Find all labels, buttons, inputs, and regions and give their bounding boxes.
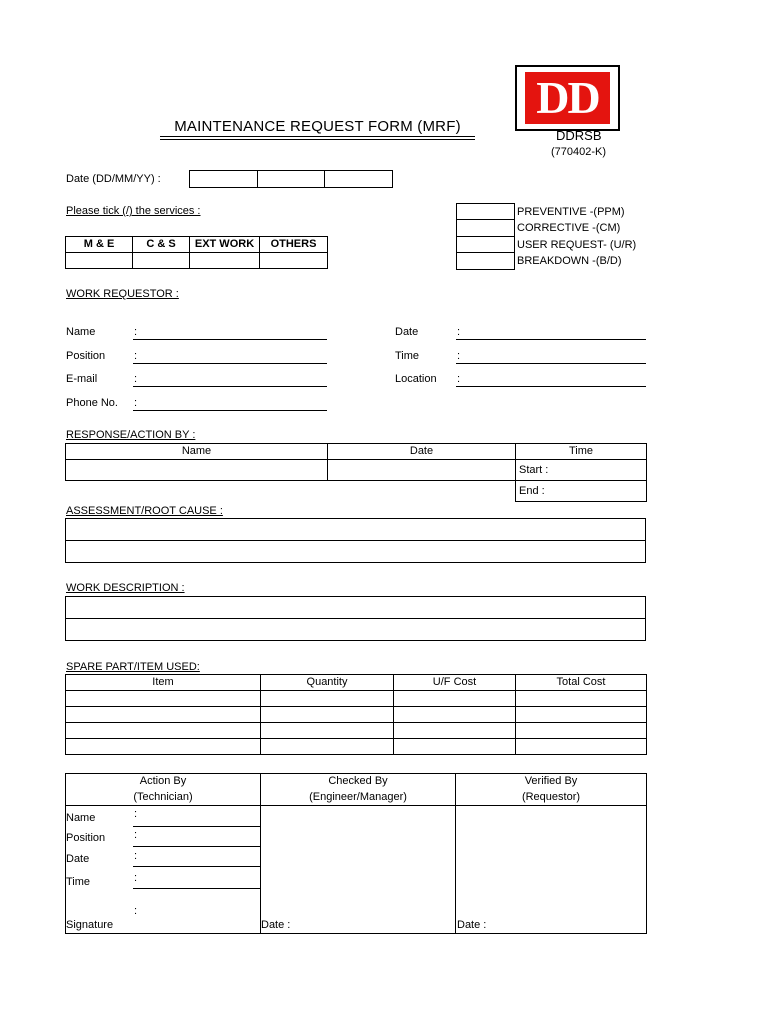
requestor-heading: WORK REQUESTOR : bbox=[66, 288, 179, 300]
form-title: MAINTENANCE REQUEST FORM (MRF) bbox=[174, 118, 461, 135]
spare-header-item: Item bbox=[66, 675, 261, 691]
signoff-position-label: Position bbox=[66, 832, 106, 844]
type-label-ur: USER REQUEST- (U/R) bbox=[517, 239, 637, 251]
signoff-sub-technician: (Technician) bbox=[66, 790, 261, 806]
signoff-engineer-date-label: Date : bbox=[261, 919, 291, 931]
type-tick-cm[interactable] bbox=[457, 220, 515, 237]
signoff-name-label: Name bbox=[66, 812, 96, 824]
signoff-requestor-date-label: Date : bbox=[457, 919, 487, 931]
signoff-signature-label: Signature bbox=[66, 919, 114, 931]
requestor-name-label: Name bbox=[66, 326, 96, 338]
signoff-engineer-block[interactable] bbox=[261, 806, 456, 934]
spare-quantity-cell[interactable] bbox=[261, 739, 394, 755]
signoff-signature-colon: : bbox=[134, 905, 138, 917]
spare-header-total-cost: Total Cost bbox=[516, 675, 647, 691]
date-month-field[interactable] bbox=[257, 171, 325, 188]
type-tick-ur[interactable] bbox=[457, 237, 515, 253]
spare-heading: SPARE PART/ITEM USED: bbox=[66, 661, 200, 673]
assessment-line-1[interactable] bbox=[66, 519, 646, 541]
work-description-table bbox=[65, 596, 646, 641]
response-header-time: Time bbox=[516, 444, 647, 460]
requestor-name-field[interactable] bbox=[133, 339, 327, 340]
requestor-position-label: Position bbox=[66, 350, 106, 362]
spare-header-uf-cost: U/F Cost bbox=[394, 675, 516, 691]
assessment-heading: ASSESSMENT/ROOT CAUSE : bbox=[66, 505, 223, 517]
date-day-field[interactable] bbox=[190, 171, 258, 188]
requestor-date-colon: : bbox=[457, 326, 461, 338]
requestor-phone-colon: : bbox=[134, 397, 138, 409]
spare-item-cell[interactable] bbox=[66, 723, 261, 739]
requestor-time-field[interactable] bbox=[456, 363, 646, 364]
requestor-location-field[interactable] bbox=[456, 386, 646, 387]
response-name-field[interactable] bbox=[66, 460, 328, 481]
requestor-name-colon: : bbox=[134, 326, 138, 338]
response-header-name: Name bbox=[66, 444, 328, 460]
service-tick-others[interactable] bbox=[260, 253, 328, 269]
work-description-heading: WORK DESCRIPTION : bbox=[66, 582, 185, 594]
signoff-time-colon: : bbox=[134, 872, 138, 884]
date-label: Date (DD/MM/YY) : bbox=[66, 173, 161, 185]
spare-item-cell[interactable] bbox=[66, 739, 261, 755]
requestor-time-label: Time bbox=[395, 350, 420, 362]
spare-header-quantity: Quantity bbox=[261, 675, 394, 691]
response-start-field[interactable]: Start : bbox=[516, 460, 647, 481]
response-header-date: Date bbox=[328, 444, 516, 460]
signoff-header-verified-by: Verified By bbox=[456, 774, 647, 790]
type-tick-ppm[interactable] bbox=[457, 204, 515, 220]
spare-uf-cost-cell[interactable] bbox=[394, 739, 516, 755]
requestor-email-colon: : bbox=[134, 373, 138, 385]
signoff-sub-requestor: (Requestor) bbox=[456, 790, 647, 806]
spare-quantity-cell[interactable] bbox=[261, 707, 394, 723]
spare-total-cost-cell[interactable] bbox=[516, 723, 647, 739]
date-input-boxes bbox=[189, 170, 393, 188]
requestor-phone-field[interactable] bbox=[133, 410, 327, 411]
requestor-email-field[interactable] bbox=[133, 386, 327, 387]
service-tick-ext-work[interactable] bbox=[190, 253, 260, 269]
requestor-date-label: Date bbox=[395, 326, 419, 338]
response-blank-cell bbox=[328, 481, 516, 502]
signoff-header-action-by: Action By bbox=[66, 774, 261, 790]
spare-total-cost-cell[interactable] bbox=[516, 707, 647, 723]
spare-item-cell[interactable] bbox=[66, 707, 261, 723]
type-label-ppm: PREVENTIVE -(PPM) bbox=[517, 206, 625, 218]
signoff-name-field[interactable] bbox=[133, 826, 260, 827]
requestor-location-colon: : bbox=[457, 373, 461, 385]
signoff-position-colon: : bbox=[134, 829, 138, 841]
signoff-requestor-block[interactable] bbox=[456, 806, 647, 934]
table-row bbox=[66, 691, 647, 707]
work-description-line-1[interactable] bbox=[66, 597, 646, 619]
spare-quantity-cell[interactable] bbox=[261, 723, 394, 739]
service-header-ext-work: EXT WORK bbox=[190, 237, 260, 253]
table-row bbox=[66, 707, 647, 723]
company-name: DDRSB bbox=[556, 128, 602, 143]
response-heading: RESPONSE/ACTION BY : bbox=[66, 429, 196, 441]
spare-item-cell[interactable] bbox=[66, 691, 261, 707]
logo-mark: DD bbox=[525, 72, 610, 124]
requestor-position-colon: : bbox=[134, 350, 138, 362]
signoff-name-colon: : bbox=[134, 808, 138, 820]
requestor-position-field[interactable] bbox=[133, 363, 327, 364]
spare-total-cost-cell[interactable] bbox=[516, 739, 647, 755]
work-description-line-2[interactable] bbox=[66, 619, 646, 641]
service-tick-cs[interactable] bbox=[133, 253, 190, 269]
company-logo bbox=[515, 65, 620, 131]
spare-uf-cost-cell[interactable] bbox=[394, 691, 516, 707]
signoff-header-checked-by: Checked By bbox=[261, 774, 456, 790]
spare-table bbox=[65, 674, 647, 755]
spare-uf-cost-cell[interactable] bbox=[394, 723, 516, 739]
signoff-sub-engineer: (Engineer/Manager) bbox=[261, 790, 456, 806]
services-prompt: Please tick (/) the services : bbox=[66, 205, 201, 217]
type-label-bd: BREAKDOWN -(B/D) bbox=[517, 255, 622, 267]
spare-uf-cost-cell[interactable] bbox=[394, 707, 516, 723]
requestor-time-colon: : bbox=[457, 350, 461, 362]
title-underline-2 bbox=[160, 139, 475, 140]
signoff-time-label: Time bbox=[66, 876, 91, 888]
services-table bbox=[65, 236, 328, 269]
requestor-email-label: E-mail bbox=[66, 373, 98, 385]
signoff-position-field[interactable] bbox=[133, 846, 260, 847]
table-row bbox=[66, 739, 647, 755]
requestor-phone-label: Phone No. bbox=[66, 397, 118, 409]
service-header-me: M & E bbox=[66, 237, 133, 253]
date-year-field[interactable] bbox=[325, 171, 393, 188]
signoff-time-field[interactable] bbox=[133, 888, 260, 889]
service-tick-me[interactable] bbox=[66, 253, 133, 269]
signoff-date-colon: : bbox=[134, 850, 138, 862]
assessment-table bbox=[65, 518, 646, 563]
table-row bbox=[66, 723, 647, 739]
signoff-table bbox=[65, 773, 647, 934]
service-header-others: OTHERS bbox=[260, 237, 328, 253]
requestor-date-field[interactable] bbox=[456, 339, 646, 340]
signoff-date-field[interactable] bbox=[133, 866, 260, 867]
company-reg-no: (770402-K) bbox=[551, 146, 607, 158]
type-label-cm: CORRECTIVE -(CM) bbox=[517, 222, 621, 234]
service-header-cs: C & S bbox=[133, 237, 190, 253]
response-table bbox=[65, 443, 647, 502]
response-blank-cell bbox=[66, 481, 328, 502]
signoff-date-label: Date bbox=[66, 853, 90, 865]
type-tick-boxes bbox=[456, 203, 515, 270]
spare-total-cost-cell[interactable] bbox=[516, 691, 647, 707]
response-date-field[interactable] bbox=[328, 460, 516, 481]
response-end-field[interactable]: End : bbox=[516, 481, 647, 502]
title-underline-1 bbox=[160, 136, 475, 137]
spare-quantity-cell[interactable] bbox=[261, 691, 394, 707]
requestor-location-label: Location bbox=[395, 373, 437, 385]
assessment-line-2[interactable] bbox=[66, 541, 646, 563]
type-tick-bd[interactable] bbox=[457, 253, 515, 270]
